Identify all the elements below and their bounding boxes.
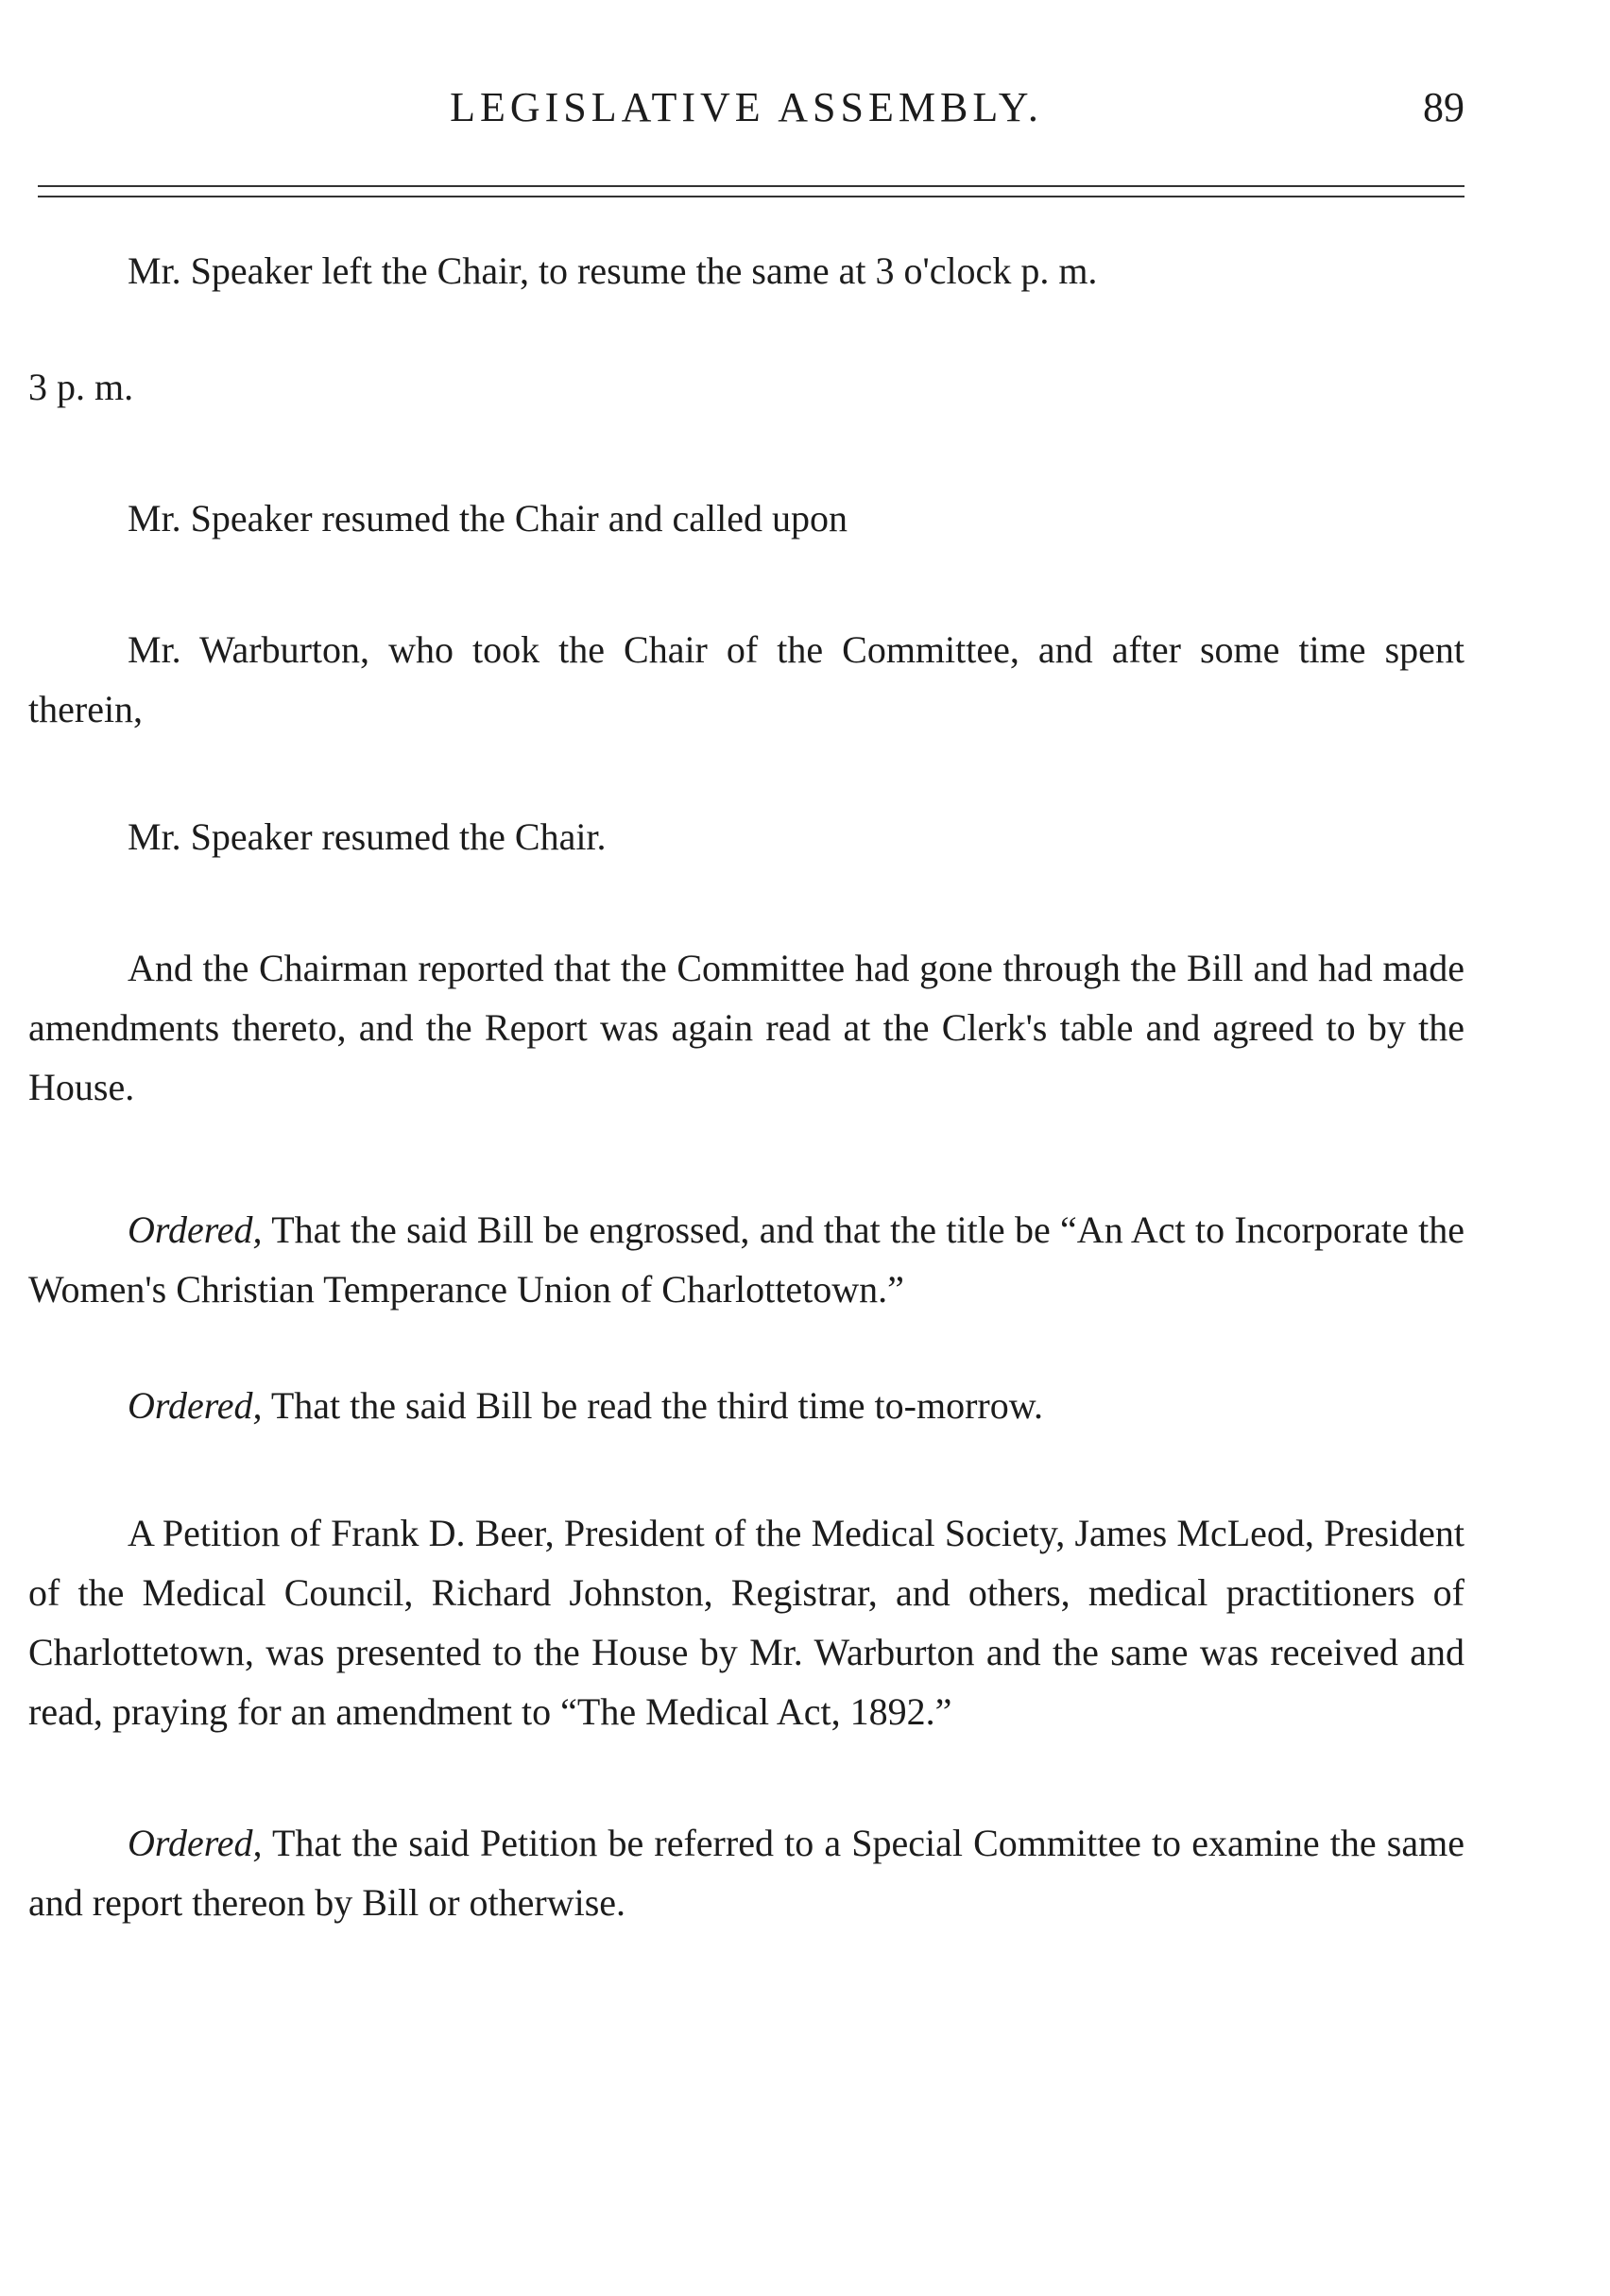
paragraph-text: Mr. Warburton, who took the Chair of the Committee, and after some time spent therein, — [28, 628, 1464, 730]
ordered-lead: Ordered, — [128, 1822, 263, 1864]
paragraph-speaker-left — [28, 241, 1464, 300]
paragraph-text: That the said Bill be engrossed, and that the title be “An Act to Incorporate the Women's Christian Temperance Union of Charlottetown.” — [28, 1208, 1464, 1311]
paragraph-speaker-resumed-chair — [28, 807, 1464, 866]
time-text: 3 p. m. — [28, 366, 134, 408]
paragraph-text: A Petition of Frank D. Beer, President of the Medical Society, James McLeod, President of the Medical Council, Richard Johnston, Registrar, and others, medical practitioners of Charlottetown, was presented to the House by Mr. Warburton and the same was received and read, praying for an amendment to “The Medical Act, 1892.” — [28, 1512, 1464, 1733]
ordered-lead: Ordered, — [128, 1208, 263, 1251]
paragraph-text: Mr. Speaker resumed the Chair. — [128, 815, 607, 858]
paragraph-text: That the said Petition be referred to a Special Committee to examine the same and report thereon by Bill or otherwise. — [28, 1822, 1464, 1924]
time-marker — [28, 357, 1464, 417]
ordered-lead: Ordered, — [128, 1384, 263, 1427]
header-rule-bottom — [38, 196, 1464, 197]
paragraph-chairman-report — [28, 938, 1464, 1117]
paragraph-speaker-resumed — [28, 488, 1464, 548]
paragraph-text: Mr. Speaker resumed the Chair and called upon — [128, 497, 848, 540]
running-title: LEGISLATIVE ASSEMBLY. — [450, 84, 1043, 130]
paragraph-warburton — [28, 620, 1464, 739]
paragraph-ordered-petition-referred — [28, 1813, 1464, 1932]
paragraph-petition — [28, 1503, 1464, 1741]
paragraph-text: Mr. Speaker left the Chair, to resume the same at 3 o'clock p. m. — [128, 249, 1098, 292]
paragraph-text: And the Chairman reported that the Committee had gone through the Bill and had made amendments thereto, and the Report was again read at the Clerk's table and agreed to by the House. — [28, 947, 1464, 1108]
page-header — [28, 83, 1464, 140]
body-text — [28, 241, 1464, 1932]
page-number: 89 — [1423, 84, 1464, 130]
paragraph-text: That the said Bill be read the third time to-morrow. — [270, 1384, 1044, 1427]
header-rule-top — [38, 185, 1464, 187]
paragraph-ordered-engrossed — [28, 1200, 1464, 1319]
paragraph-ordered-third-reading — [28, 1376, 1464, 1435]
